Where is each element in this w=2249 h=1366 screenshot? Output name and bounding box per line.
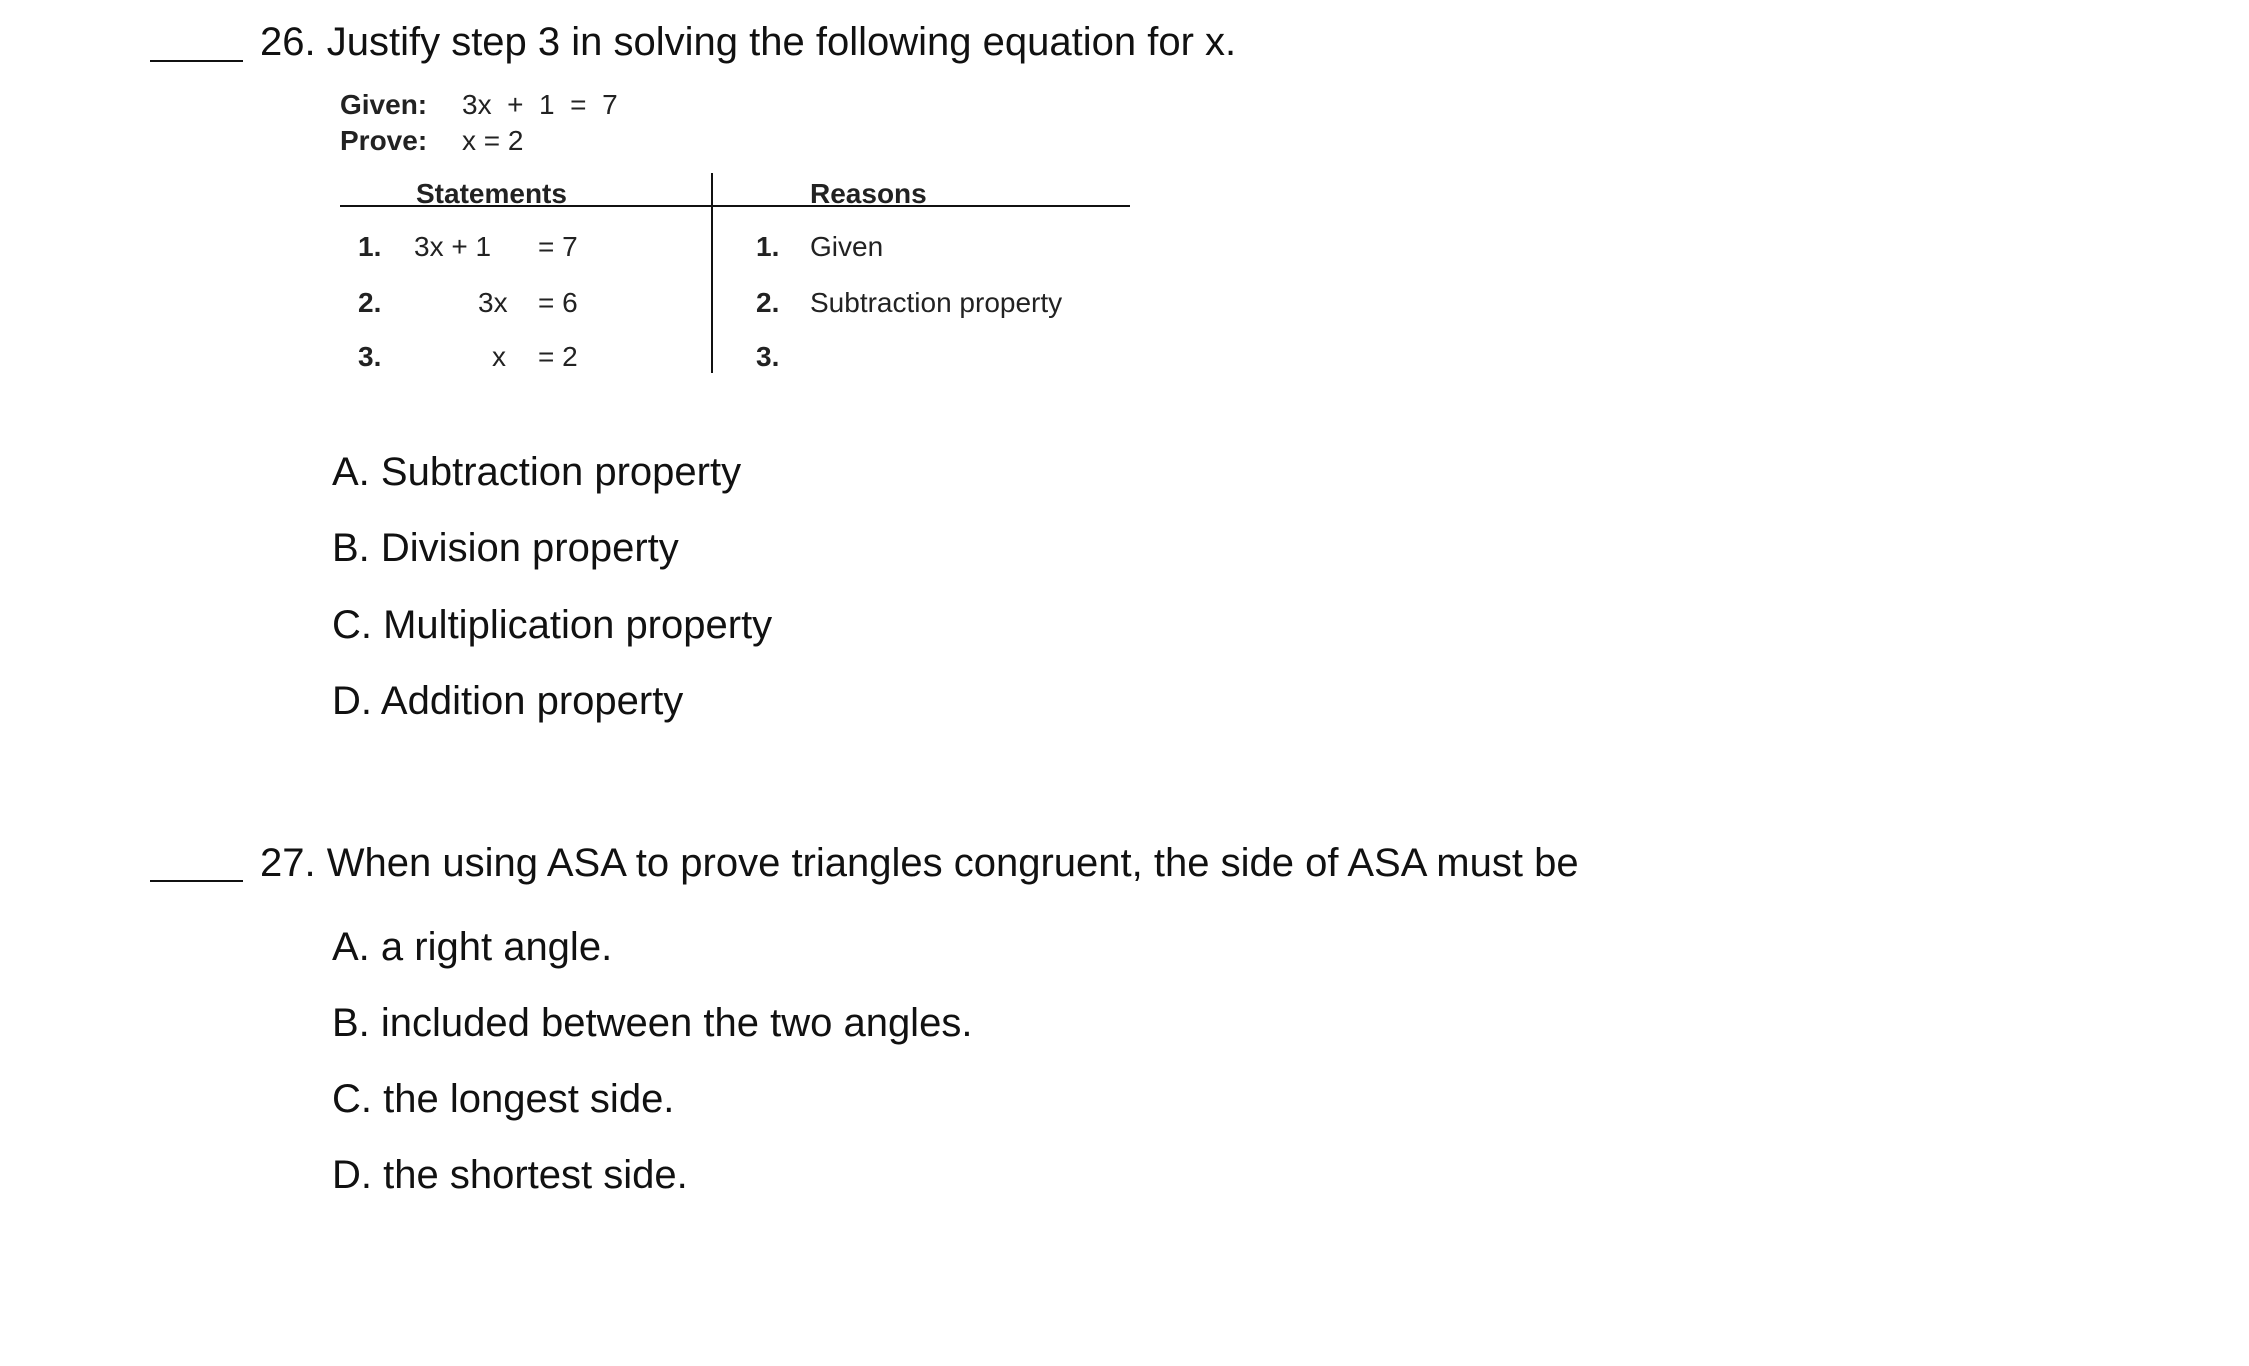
answer-blank-26[interactable]: [150, 60, 243, 62]
given-value: 3x + 1 = 7: [462, 89, 618, 120]
prove-value: x = 2: [462, 125, 524, 156]
reasons-header: Reasons: [810, 178, 927, 209]
question-27-prompt: 27. When using ASA to prove triangles congruent, the side of ASA must be: [260, 841, 1579, 885]
choice-27-a[interactable]: A. a right angle.: [332, 925, 613, 969]
statement-rhs: = 6: [538, 287, 578, 318]
statement-number: 3.: [358, 341, 382, 372]
statement-number: 1.: [358, 231, 382, 262]
reason-number: 2.: [756, 287, 780, 318]
table-divider: [711, 173, 713, 373]
table-header-rule: [340, 205, 1130, 207]
statement-lhs: 3x + 1: [414, 231, 492, 262]
statement-rhs: = 2: [538, 341, 578, 372]
choice-27-d[interactable]: D. the shortest side.: [332, 1153, 688, 1197]
answer-blank-27[interactable]: [150, 880, 243, 882]
reason-number: 3.: [756, 341, 780, 372]
reason-text: Subtraction property: [810, 287, 1063, 318]
choice-26-b[interactable]: B. Division property: [332, 526, 679, 570]
statement-rhs: = 7: [538, 231, 578, 262]
statement-lhs: x: [492, 341, 506, 372]
statements-header: Statements: [416, 178, 567, 209]
choice-26-d[interactable]: D. Addition property: [332, 679, 684, 723]
reason-text: Given: [810, 231, 884, 262]
choice-26-c[interactable]: C. Multiplication property: [332, 603, 773, 647]
choice-27-b[interactable]: B. included between the two angles.: [332, 1001, 973, 1045]
reason-number: 1.: [756, 231, 780, 262]
question-26-prompt: 26. Justify step 3 in solving the following equation for x.: [260, 20, 1237, 64]
statement-number: 2.: [358, 287, 382, 318]
given-label: Given:: [340, 89, 428, 120]
choice-27-c[interactable]: C. the longest side.: [332, 1077, 675, 1121]
prove-label: Prove:: [340, 125, 428, 156]
statement-lhs: 3x: [478, 287, 508, 318]
choice-26-a[interactable]: A. Subtraction property: [332, 450, 742, 494]
